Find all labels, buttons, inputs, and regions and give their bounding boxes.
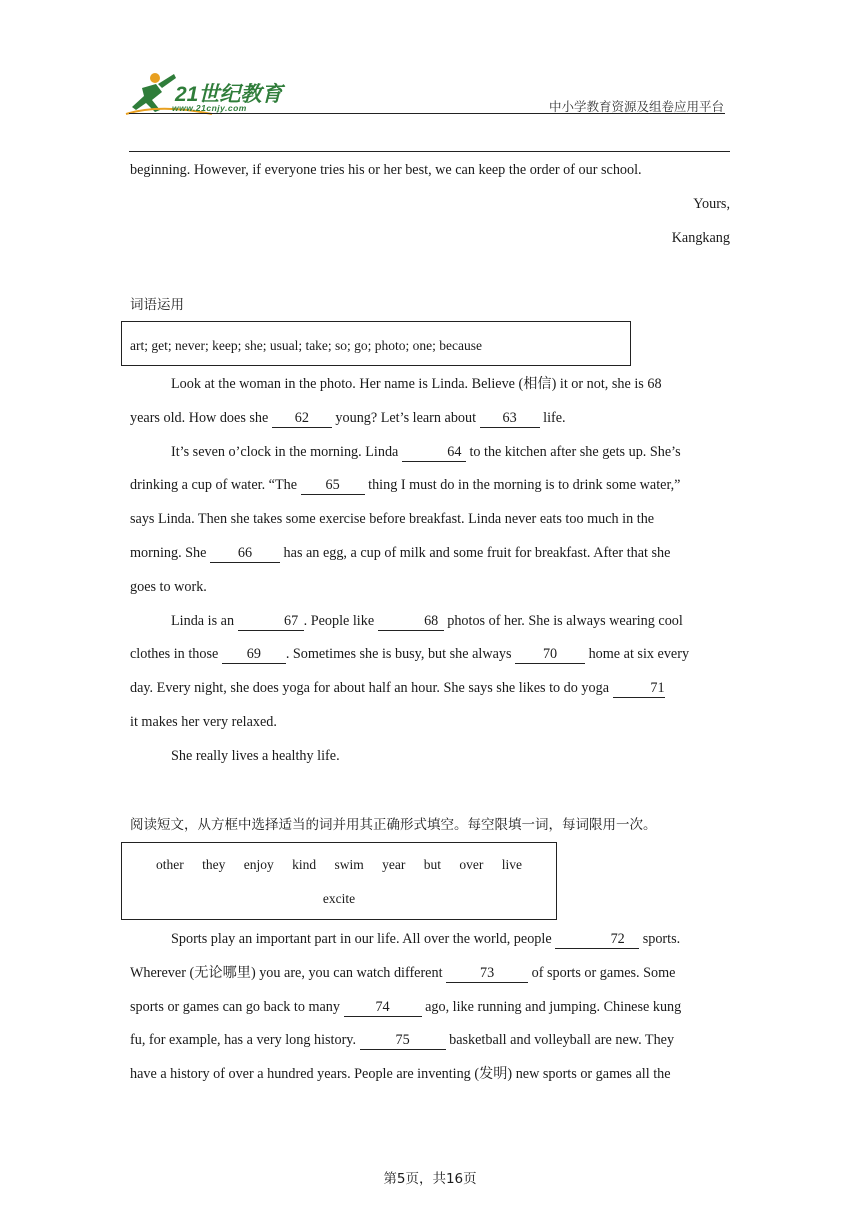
word-box xyxy=(121,321,631,366)
paragraph-line: says Linda. Then she takes some exercise before breakfast. Linda never eats too much in the xyxy=(130,511,655,528)
paragraph-line: drinking a cup of water. “The 65 thing I must do in the morning is to drink some water,” xyxy=(130,477,681,494)
blank-65[interactable]: 65 xyxy=(301,476,365,495)
blank-62[interactable]: 62 xyxy=(272,409,332,428)
letter-closing: Yours, xyxy=(693,196,730,212)
blank-63[interactable]: 63 xyxy=(480,409,540,428)
paragraph-line: morning. She 66 has an egg, a cup of milk and some fruit for breakfast. After that she xyxy=(130,544,671,561)
word-item: kind xyxy=(292,857,317,872)
section-title-word-use: 词语运用 xyxy=(130,297,184,313)
word-box-text: art; get; never; keep; she; usual; take; so; go; photo; one; because xyxy=(130,338,483,353)
passage-linda xyxy=(130,368,731,774)
paragraph-line: Wherever (无论哪里) you are, you can watch different 73 of sports or games. Some xyxy=(130,964,676,981)
word-item: enjoy xyxy=(243,857,274,872)
word-box-2 xyxy=(121,842,557,920)
word-item: excite xyxy=(322,891,356,906)
page-top-divider xyxy=(129,151,730,152)
paragraph-line: Look at the woman in the photo. Her name is Linda. Believe (相信) it or not, she is 68 xyxy=(171,376,662,392)
blank-64[interactable]: 64 xyxy=(402,443,466,462)
paragraph-line: She really lives a healthy life. xyxy=(171,747,340,764)
paragraph-line: Sports play an important part in our life. All over the world, people 72 sports. xyxy=(171,931,681,947)
paragraph-line: day. Every night, she does yoga for about half an hour. She says she likes to do yoga 71 xyxy=(130,680,665,697)
paragraph-line: clothes in those 69 . Sometimes she is busy, but she always 70 home at six every xyxy=(130,646,690,663)
page-footer: 第5页，共16页 xyxy=(383,1171,477,1187)
blank-69[interactable]: 69 xyxy=(222,645,286,664)
blank-72[interactable]: 72 xyxy=(555,930,639,949)
logo-text: 21世纪教育 xyxy=(175,83,283,106)
blank-67[interactable]: 67 xyxy=(238,612,304,631)
paragraph-line: years old. How does she 62 young? Let’s learn about 63 life. xyxy=(130,409,566,426)
blank-74[interactable]: 74 xyxy=(344,998,422,1017)
platform-title: 中小学教育资源及组卷应用平台 xyxy=(548,99,724,114)
paragraph-line: fu, for example, has a very long history. 75 basketball and volleyball are new. They xyxy=(130,1032,675,1049)
blank-68[interactable]: 68 xyxy=(378,612,444,631)
blank-73[interactable]: 73 xyxy=(446,964,528,983)
blank-71[interactable]: 71 xyxy=(613,679,665,698)
word-item: but xyxy=(423,857,442,872)
word-row xyxy=(122,891,556,907)
paragraph-line: it makes her very relaxed. xyxy=(130,713,277,730)
passage-sports xyxy=(130,923,731,1092)
blank-70[interactable]: 70 xyxy=(515,645,585,664)
paragraph-line: have a history of over a hundred years. People are inventing (发明) new sports or games all the xyxy=(130,1066,671,1083)
section-title-reading: 阅读短文，从方框中选择适当的词并用其正确形式填空。每空限填一词，每词限用一次。 xyxy=(130,817,657,833)
blank-66[interactable]: 66 xyxy=(210,544,280,563)
paragraph-line: Linda is an 67 . People like 68 photos of her. She is always wearing cool xyxy=(171,612,683,629)
word-item: they xyxy=(202,857,226,872)
word-item: live xyxy=(501,857,523,872)
paragraph-line: It’s seven o’clock in the morning. Linda 64 to the kitchen after she gets up. She’s xyxy=(171,443,681,460)
paragraph-line: sports or games can go back to many 74 ago, like running and jumping. Chinese kung xyxy=(130,998,682,1015)
word-item: year xyxy=(382,857,406,872)
word-row xyxy=(122,857,556,873)
letter-text: beginning. However, if everyone tries his or her best, we can keep the order of our school. xyxy=(130,162,642,178)
word-item: over xyxy=(459,857,484,872)
blank-75[interactable]: 75 xyxy=(360,1031,446,1050)
paragraph-line: goes to work. xyxy=(130,578,207,595)
header-divider xyxy=(129,113,725,114)
word-item: swim xyxy=(334,857,364,872)
letter-signature: Kangkang xyxy=(671,230,730,246)
word-item: other xyxy=(155,857,184,872)
logo-url: www.21cnjy.com xyxy=(172,103,247,113)
